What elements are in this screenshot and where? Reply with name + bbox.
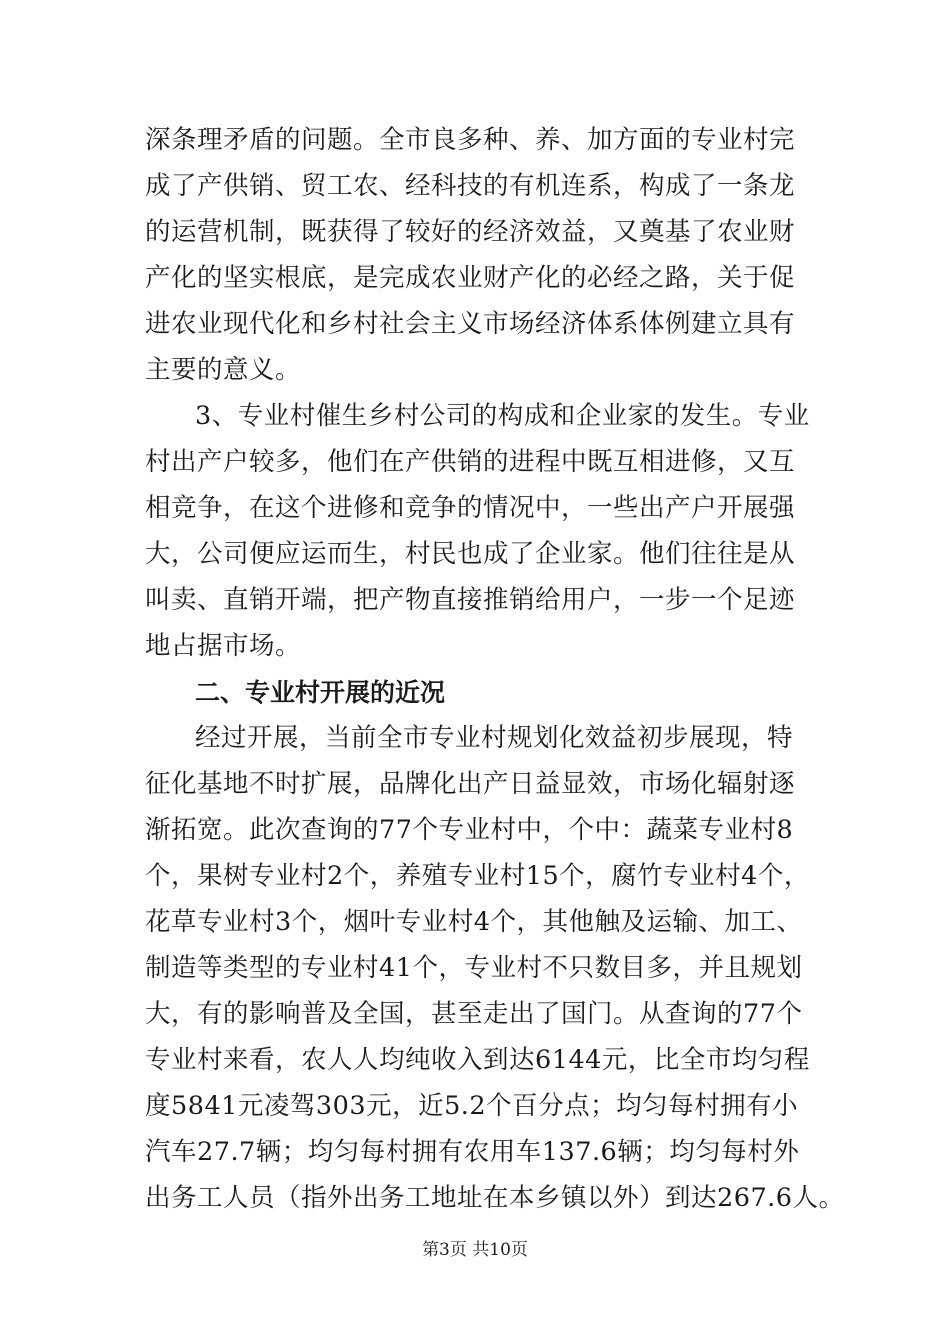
paragraph-b-line-2: 村出产户较多，他们在产供销的进程中既互相进修，又互 — [145, 447, 796, 477]
paragraph-c-line-1: 经过开展，当前全市专业村规划化效益初步展现，特 — [195, 723, 794, 753]
paragraph-c-line-7: 大，有的影响普及全国，甚至走出了国门。从查询的77个 — [145, 999, 803, 1029]
paragraph-c-line-8: 专业村来看，农人人均纯收入到达6144元，比全市均匀程 — [145, 1045, 810, 1075]
paragraph-c-line-10: 汽车27.7辆；均匀每村拥有农用车137.6辆；均匀每村外 — [145, 1137, 800, 1167]
paragraph-a-line-5: 进农业现代化和乡村社会主义市场经济体系体例建立具有 — [145, 309, 796, 339]
paragraph-a-line-4: 产化的坚实根底，是完成农业财产化的必经之路，关于促 — [145, 263, 796, 293]
paragraph-c-line-6: 制造等类型的专业村41个，专业村不只数目多，并且规划 — [145, 953, 803, 983]
paragraph-a-line-3: 的运营机制，既获得了较好的经济效益，又奠基了农业财 — [145, 217, 796, 247]
paragraph-c-line-4: 个，果树专业村2个，养殖专业村15个，腐竹专业村4个， — [145, 861, 810, 891]
page-number-footer: 第3页 共10页 — [422, 1240, 528, 1260]
paragraph-b-line-6: 地占据市场。 — [145, 631, 302, 661]
paragraph-c-line-9: 度5841元凌驾303元，近5.2个百分点；均匀每村拥有小 — [145, 1091, 799, 1121]
paragraph-c-line-5: 花草专业村3个，烟叶专业村4个，其他触及运输、加工、 — [145, 907, 803, 937]
paragraph-b-line-5: 叫卖、直销开端，把产物直接推销给用户，一步一个足迹 — [145, 585, 796, 615]
paragraph-c-line-3: 渐拓宽。此次查询的77个专业村中，个中：蔬菜专业村8 — [145, 815, 794, 845]
paragraph-b-line-1: 3、专业村催生乡村公司的构成和企业家的发生。专业 — [195, 401, 810, 431]
paragraph-b-line-3: 相竞争，在这个进修和竞争的情况中，一些出产户开展强 — [145, 493, 796, 523]
paragraph-a-line-2: 成了产供销、贸工农、经科技的有机连系，构成了一条龙 — [145, 171, 796, 201]
section-heading: 二、专业村开展的近况 — [195, 678, 446, 707]
paragraph-c-line-2: 征化基地不时扩展，品牌化出产日益显效，市场化辐射逐 — [145, 769, 796, 799]
paragraph-a-line-1: 深条理矛盾的问题。全市良多种、养、加方面的专业村完 — [145, 125, 796, 155]
paragraph-a-line-6: 主要的意义。 — [145, 355, 302, 385]
paragraph-b-line-4: 大，公司便应运而生，村民也成了企业家。他们往往是从 — [145, 539, 796, 569]
paragraph-c-line-11: 出务工人员（指外出务工地址在本乡镇以外）到达267.6人。 — [145, 1183, 845, 1213]
